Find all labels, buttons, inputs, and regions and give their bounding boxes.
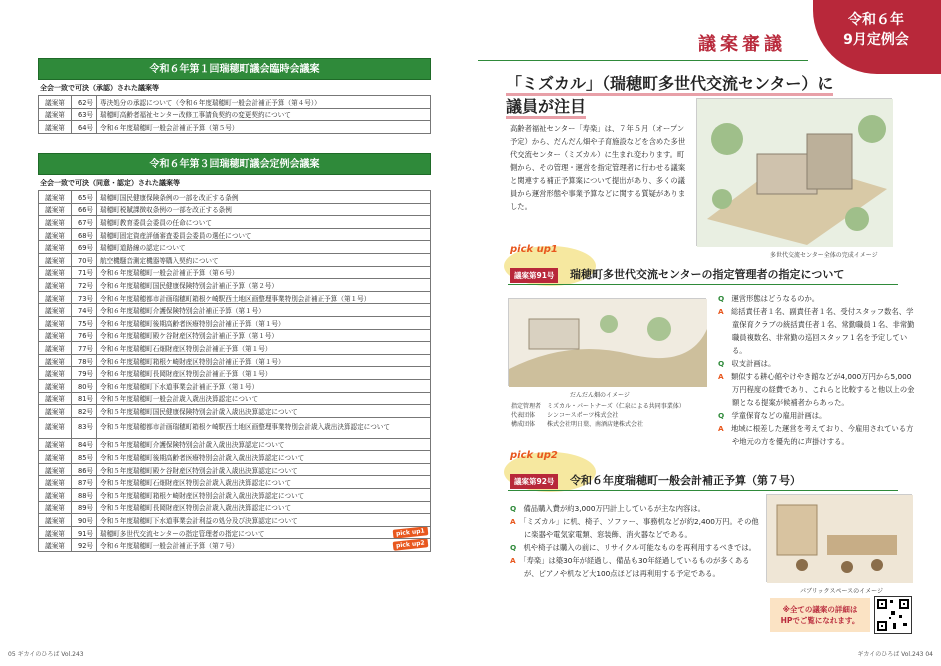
qa-item: [718, 292, 918, 305]
row-title: 令和６年度瑞穂町後期高齢者医療特別会計補正予算（第１号）: [100, 319, 285, 328]
row-title-cell: [97, 121, 431, 134]
row-number: 75号: [72, 316, 97, 329]
row-number: 92号: [72, 539, 97, 552]
row-title-cell: [97, 266, 431, 279]
table-row: [39, 367, 431, 380]
title-rule: [478, 60, 808, 61]
table1-subtitle: 全会一致で可決（承認）された議案等: [40, 84, 159, 92]
org-row: [508, 402, 688, 411]
row-type: 議案第: [39, 108, 72, 121]
row-title: 令和６年度瑞穂町介護保険特別会計補正予算（第１号）: [100, 307, 265, 316]
row-type: 議案第: [39, 476, 72, 489]
row-title-cell: [97, 228, 431, 241]
row-number: 85号: [72, 451, 97, 464]
row-title: 令和６年度瑞穂町長岡財産区特別会計補正予算（第１号）: [100, 370, 272, 379]
row-title-cell: [97, 316, 431, 329]
pick2-qa: [510, 502, 760, 580]
qa-text: 地域に根差した運営を考えており、今雇用されている方や地元の方を優先的に声掛けする。: [730, 424, 914, 446]
row-title-cell: [97, 405, 431, 418]
table-row: [39, 438, 431, 451]
table-row: [39, 291, 431, 304]
table-row: [39, 316, 431, 329]
row-title-cell: [97, 342, 431, 355]
table-row: [39, 405, 431, 418]
table-row: [39, 342, 431, 355]
row-title: 令和５年度瑞穂町一般会計歳入歳出決算認定について: [100, 395, 259, 404]
row-number: 88号: [72, 489, 97, 502]
row-type: 議案第: [39, 96, 72, 109]
row-title: 令和５年度瑞穂町箱根ケ崎財産区特別会計歳入歳出決算認定について: [100, 491, 305, 500]
row-type: 議案第: [39, 253, 72, 266]
qa-item: [510, 554, 760, 580]
row-number: 83号: [72, 417, 97, 438]
row-title-cell: [97, 392, 431, 405]
qa-marker: A: [718, 372, 724, 381]
row-title-cell: [97, 463, 431, 476]
section-title: 議案審議: [698, 34, 786, 55]
pick1-qa: [718, 292, 918, 448]
row-title: 令和５年度瑞穂町石畑財産区特別会計歳入歳出決算認定について: [100, 479, 292, 488]
note-box: [770, 598, 870, 632]
table-row: [39, 191, 431, 204]
row-number: 90号: [72, 514, 97, 527]
qa-item: [718, 370, 918, 409]
row-type: 議案第: [39, 228, 72, 241]
row-number: 87号: [72, 476, 97, 489]
row-type: 議案第: [39, 367, 72, 380]
row-type: 議案第: [39, 121, 72, 134]
right-page: [470, 0, 941, 666]
row-title: 令和６年度瑞穂町国民健康保険特別会計補正予算（第２号）: [100, 281, 279, 290]
row-number: 64号: [72, 121, 97, 134]
row-title: 瑞穂町高齢者福祉センター改修工事請負契約の変更契約について: [100, 111, 291, 120]
qa-item: [510, 502, 760, 515]
row-number: 76号: [72, 329, 97, 342]
table-row: [39, 108, 431, 121]
table-row: [39, 241, 431, 254]
pick2-illustration: [766, 494, 912, 582]
row-title: 令和６年度瑞穂町殿ケ谷財産区特別会計補正予算（第１号）: [100, 332, 279, 341]
row-title: 専決処分の承認について（令和６年度瑞穂町一般会計補正予算（第４号））: [100, 98, 321, 107]
row-title-cell: [97, 191, 431, 204]
pick1-bill-number: 議案第91号: [510, 268, 558, 283]
qa-marker: Q: [718, 411, 725, 420]
row-title: 令和５年度瑞穂町介護保険特別会計歳入歳出決算認定について: [100, 441, 285, 450]
row-type: 議案第: [39, 354, 72, 367]
row-title: 瑞穂町税賦課徴収条例の一部を改正する条例: [100, 206, 232, 215]
right-footer: ギカイのひろば Vol.243 04: [857, 651, 933, 658]
row-type: 議案第: [39, 405, 72, 418]
center-illustration: [696, 98, 892, 246]
table-row: [39, 379, 431, 392]
headline-line1: 「ミズカル」（瑞穂町多世代交流センター）に: [506, 74, 833, 96]
pick1-caption: だんだん畑のイメージ: [570, 392, 630, 399]
qa-marker: A: [510, 517, 516, 526]
table-row: [39, 354, 431, 367]
row-title: 令和５年度瑞穂町殿ケ谷財産区特別会計歳入歳出決算認定について: [100, 466, 298, 475]
table-row: [39, 501, 431, 514]
table2-title: 令和６年第３回瑞穂町議会定例会議案: [38, 153, 431, 175]
qa-item: [510, 541, 760, 554]
qa-text: 「寿楽」は築30年が経過し、備品も30年経過しているものが多くあるが、ピアノや机など大100点ほどは再利用する予定である。: [522, 556, 750, 578]
table-row: [39, 216, 431, 229]
row-type: 議案第: [39, 501, 72, 514]
caption-main: 多世代交流センター全体の完成イメージ: [770, 252, 878, 259]
table-row: [39, 266, 431, 279]
table-row: [39, 489, 431, 502]
row-type: 議案第: [39, 417, 72, 438]
row-title-cell: [97, 526, 431, 539]
row-number: 73号: [72, 291, 97, 304]
row-number: 69号: [72, 241, 97, 254]
table2: [38, 190, 431, 552]
row-title-cell: [97, 203, 431, 216]
qa-text: 備品購入費が約3,000万円計上しているが主な内容は。: [523, 504, 705, 513]
pick1-rule: [508, 284, 898, 285]
row-title: 令和６年度瑞穂町一般会計補正予算（第６号）: [100, 269, 239, 278]
qa-text: 机や椅子は購入の前に、リサイクル可能なものを再利用するべきでは。: [523, 543, 756, 552]
row-number: 80号: [72, 379, 97, 392]
row-type: 議案第: [39, 438, 72, 451]
left-footer: 05 ギカイのひろば Vol.243: [8, 651, 84, 658]
qa-text: 総括責任者１名、副責任者１名、受付スタッフ数名、学童保育クラブの統括責任者１名、常勤職員１名、非常勤職員複数名、非常勤の巡回スタッフ１名を予定している。: [730, 307, 915, 355]
qa-text: 学童保育などの雇用計画は。: [731, 411, 827, 420]
org-key: 代表団体: [511, 412, 536, 419]
row-type: 議案第: [39, 266, 72, 279]
row-title-cell: [97, 438, 431, 451]
table-row: [39, 463, 431, 476]
left-page: [0, 0, 470, 666]
table-row: [39, 526, 431, 539]
row-number: 89号: [72, 501, 97, 514]
pick1-title: 瑞穂町多世代交流センターの指定管理者の指定について: [570, 268, 845, 281]
table-regular-session: [38, 153, 431, 552]
row-title-cell: [97, 329, 431, 342]
row-type: 議案第: [39, 203, 72, 216]
qa-item: [718, 422, 918, 448]
row-type: 議案第: [39, 241, 72, 254]
intro-text: 高齢者福祉センター「寿楽」は、７年５月（オープン予定）から、だんだん畑や子育施設などを含めた多世代交流センター（ミズカル）に生まれ変わります。町側から、その管理・運営を指定管理者に行わせる議案と関連する補正予算案について提出があり、多くの議員から運営形態や事業予算などに関する質疑がありました。: [510, 124, 686, 211]
qa-marker: A: [718, 424, 724, 433]
row-title-cell: [97, 417, 431, 438]
row-type: 議案第: [39, 304, 72, 317]
headline-line2: 議員が注目: [506, 97, 586, 119]
org-value: 株式会社明日葉、南酒店建株式会社: [547, 421, 644, 428]
table-row: [39, 514, 431, 527]
qa-marker: Q: [510, 543, 517, 552]
qa-marker: A: [510, 556, 516, 565]
row-number: 77号: [72, 342, 97, 355]
row-type: 議案第: [39, 342, 72, 355]
row-number: 66号: [72, 203, 97, 216]
row-number: 65号: [72, 191, 97, 204]
row-title: 令和６年度瑞穂町下水道事業会計補正予算（第１号）: [100, 382, 259, 391]
row-number: 68号: [72, 228, 97, 241]
table1-title: 令和６年第１回瑞穂町議会臨時会議案: [38, 58, 431, 80]
qa-text: 収支計画は。: [731, 359, 776, 368]
row-number: 91号: [72, 526, 97, 539]
row-type: 議案第: [39, 514, 72, 527]
row-type: 議案第: [39, 191, 72, 204]
row-type: 議案第: [39, 526, 72, 539]
pick2-bill-number: 議案第92号: [510, 474, 558, 489]
org-value: ミズカル・パートナーズ（仁泉による共同事業体）: [547, 403, 685, 410]
row-number: 70号: [72, 253, 97, 266]
qa-marker: Q: [718, 359, 725, 368]
pick2-label: pick up2: [510, 450, 558, 461]
row-title-cell: [97, 354, 431, 367]
pickup-badge: pick up1: [393, 526, 428, 538]
pick2-caption: パブリックスペースのイメージ: [800, 588, 883, 595]
row-type: 議案第: [39, 489, 72, 502]
qr-code[interactable]: [874, 596, 912, 634]
row-title: 令和５年度瑞穂町長岡財産区特別会計歳入歳出決算認定について: [100, 504, 292, 513]
row-title-cell: [97, 489, 431, 502]
note-line2: HPでご覧になれます。: [780, 616, 860, 625]
pick2-rule: [508, 490, 898, 491]
qa-text: 運営形態はどうなるのか。: [731, 294, 820, 303]
row-title-cell: [97, 108, 431, 121]
table-row: [39, 121, 431, 134]
row-title: 瑞穂町国民健康保険条例の一部を改正する条例: [100, 193, 239, 202]
table-row: [39, 329, 431, 342]
row-number: 71号: [72, 266, 97, 279]
row-number: 74号: [72, 304, 97, 317]
row-type: 議案第: [39, 451, 72, 464]
qa-item: [510, 515, 760, 541]
table-row: [39, 253, 431, 266]
row-title-cell: [97, 476, 431, 489]
row-number: 72号: [72, 279, 97, 292]
row-title: 令和６年度瑞穂町一般会計補正予算（第５号）: [100, 123, 239, 132]
corner-badge: [821, 10, 931, 50]
row-title-cell: [97, 96, 431, 109]
row-title: 瑞穂町教育委員会委員の任命について: [100, 218, 212, 227]
qa-item: [718, 357, 918, 370]
row-title: 令和５年度瑞穂町下水道事業会計利益の処分及び決算認定について: [100, 517, 298, 526]
row-title-cell: [97, 241, 431, 254]
table-row: [39, 417, 431, 438]
qa-marker: A: [718, 307, 724, 316]
pick1-illustration: [508, 298, 706, 386]
row-type: 議案第: [39, 379, 72, 392]
pickup-badge: pick up2: [393, 539, 428, 551]
row-title-cell: [97, 367, 431, 380]
row-title: 令和５年度瑞穂都市計画瑞穂町箱根ケ崎駅西土地区画整理事業特別会計歳入歳出決算認定について: [100, 423, 390, 432]
pick1-org-table: [508, 402, 688, 429]
row-type: 議案第: [39, 392, 72, 405]
row-title-cell: [97, 279, 431, 292]
qa-text: 類似する耕心館やけやき館などが4,000万円から5,000万円程度の経費であり、これらと比較すると他以上の金額となる提案が候補者からあった。: [730, 372, 915, 407]
pick2-title: 令和６年度瑞穂町一般会計補正予算（第７号）: [570, 474, 801, 487]
row-title: 令和６年度瑞穂町箱根ケ崎財産区特別会計補正予算（第１号）: [100, 357, 285, 366]
row-number: 67号: [72, 216, 97, 229]
corner-line2: 9月定例会: [843, 32, 909, 48]
table-row: [39, 203, 431, 216]
row-number: 63号: [72, 108, 97, 121]
table-row: [39, 228, 431, 241]
row-title: 令和５年度瑞穂町国民健康保険特別会計歳入歳出決算認定について: [100, 407, 298, 416]
row-number: 84号: [72, 438, 97, 451]
table2-subtitle: 全会一致で可決（同意・認定）された議案等: [40, 179, 180, 187]
pick1-label: pick up1: [510, 244, 558, 255]
row-number: 79号: [72, 367, 97, 380]
qa-text: 「ミズカル」に机、椅子、ソファー、事務机などが約2,400万円。その他に楽器や電気家電類、窓装飾、消火器などである。: [522, 517, 759, 539]
corner-line1: 令和６年: [848, 12, 904, 28]
row-title-cell: [97, 379, 431, 392]
row-title: 瑞穂町固定資産評価審査委員会委員の選任について: [100, 231, 252, 240]
qa-item: [718, 305, 918, 357]
row-title-cell: [97, 304, 431, 317]
row-number: 62号: [72, 96, 97, 109]
row-type: 議案第: [39, 329, 72, 342]
table-row: [39, 451, 431, 464]
row-title-cell: [97, 501, 431, 514]
row-title: 令和５年度瑞穂町後期高齢者医療特別会計歳入歳出決算認定について: [100, 454, 305, 463]
note-line1: ※全ての議案の詳細は: [782, 605, 858, 614]
row-title-cell: [97, 514, 431, 527]
row-title: 瑞穂町多世代交流センターの指定管理者の指定について: [100, 529, 265, 538]
table-row: [39, 96, 431, 109]
row-number: 82号: [72, 405, 97, 418]
table-row: [39, 279, 431, 292]
qa-marker: Q: [510, 504, 517, 513]
row-title-cell: [97, 253, 431, 266]
org-key: 構成団体: [511, 421, 536, 428]
table-row: [39, 392, 431, 405]
row-type: 議案第: [39, 316, 72, 329]
row-type: 議案第: [39, 279, 72, 292]
row-number: 78号: [72, 354, 97, 367]
org-row: [508, 420, 688, 429]
row-title: 航空機騒音測定機器等購入契約について: [100, 256, 219, 265]
qa-marker: Q: [718, 294, 725, 303]
row-title-cell: [97, 539, 431, 552]
table-extraordinary-session: [38, 58, 431, 134]
table1: [38, 95, 431, 134]
row-title: 瑞穂町道路線の認定について: [100, 244, 186, 253]
table-row: [39, 476, 431, 489]
org-key: 指定管理者: [511, 403, 542, 410]
row-type: 議案第: [39, 539, 72, 552]
row-number: 86号: [72, 463, 97, 476]
row-title: 令和６年度瑞穂町一般会計補正予算（第７号）: [100, 542, 239, 551]
org-row: [508, 411, 688, 420]
row-title-cell: [97, 291, 431, 304]
qa-item: [718, 409, 918, 422]
row-number: 81号: [72, 392, 97, 405]
row-type: 議案第: [39, 216, 72, 229]
row-title-cell: [97, 216, 431, 229]
org-value: シンコースポーツ株式会社: [547, 412, 619, 419]
row-type: 議案第: [39, 463, 72, 476]
table-row: [39, 304, 431, 317]
row-title-cell: [97, 451, 431, 464]
row-title: 令和６年度瑞穂町石畑財産区特別会計補正予算（第１号）: [100, 344, 272, 353]
row-title: 令和６年度瑞穂都市計画瑞穂町箱根ケ崎駅西土地区画整理事業特別会計補正予算（第１号）: [100, 294, 371, 303]
row-type: 議案第: [39, 291, 72, 304]
table-row: [39, 539, 431, 552]
